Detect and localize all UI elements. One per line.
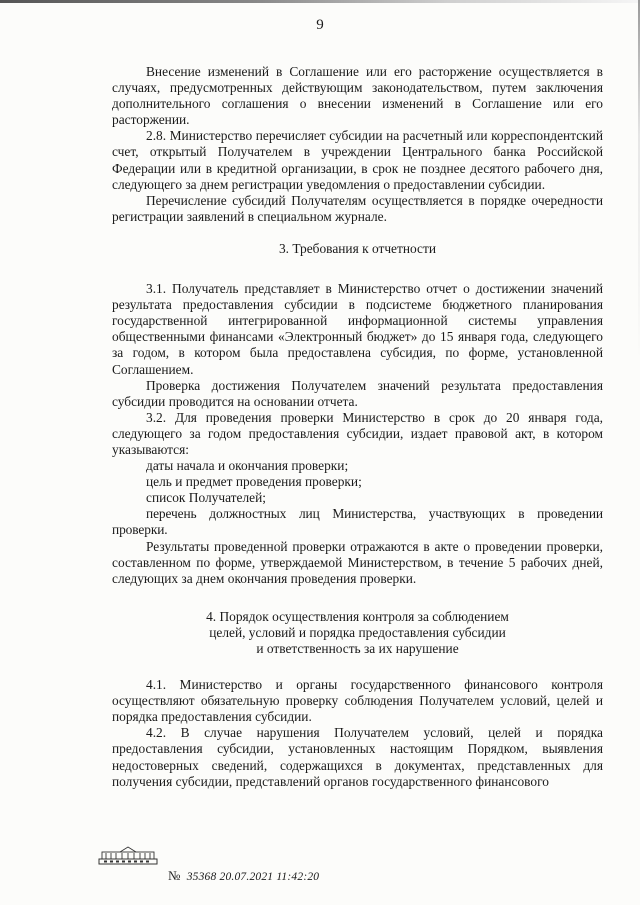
list-item: даты начала и окончания проверки; [146,458,349,474]
section-4-title-line: 4. Порядок осуществления контроля за соблюдением [206,608,509,624]
registration-number [168,868,319,884]
paragraph-transfer-order: Перечисление субсидий Получателям осуществляется в порядке очередности регистрации заявлений в специальном журнале. [112,192,603,224]
paragraph-4-1: 4.1. Министерство и органы государственного финансового контроля осуществляют обязательную проверку соблюдения Получателем условий, целей и порядка предоставления субсидии. [112,677,603,725]
paragraph-results: Результаты проведенной проверки отражаются в акте о проведении проверки, составленном по форме, утверждаемой Министерством, в течение 5 рабочих дней, следующих за днем окончания проведения проверки. [112,538,603,586]
document-body [112,64,603,790]
paragraph-4-2: 4.2. В случае нарушения Получателем условий, целей и порядка предоставления субсидии, установленных настоящим Порядком, выявления недостоверных сведений, содержащихся в документах, представленных для получения субсидии, представлений органов государственного финансового [112,725,603,789]
registration-text: 35368 20.07.2021 11:42:20 [186,871,320,883]
list-item-officials: перечень должностных лиц Министерства, участвующих в проведении проверки. [112,506,603,538]
section-4-title-line: целей, условий и порядка предоставления субсидии [209,624,506,640]
building-seal-icon [98,846,158,866]
section-3-title: 3. Требования к отчетности [278,240,437,256]
paragraph-2-8: 2.8. Министерство перечисляет субсидии на расчетный или корреспондентский счет, открытый Получателем в учреждении Центрального банка Российской Федерации или в кредитной организации, в срок не позднее десятого рабочего дня, следующего за днем регистрации уведомления о предоставлении субсидии. [112,128,603,192]
list-item: список Получателей; [146,490,266,506]
page-number: 9 [316,17,324,33]
list-item: цель и предмет проведения проверки; [146,474,362,490]
paragraph-verification: Проверка достижения Получателем значений результата предоставления субсидии проводится на основании отчета. [112,377,603,409]
paragraph-3-1: 3.1. Получатель представляет в Министерство отчет о достижении значений результата предоставления субсидии в подсистеме бюджетного планирования государственной интегрированной информационной системы управления общественными финансами «Электронный бюджет» до 15 января года, следующего за годом, в котором была предоставлена субсидия, по форме, установленной Соглашением. [112,281,603,377]
paragraph-3-2: 3.2. Для проведения проверки Министерство в срок до 20 января года, следующего за годом предоставления субсидии, издает правовой акт, в котором указываются: [112,409,603,457]
section-4-title [112,609,603,657]
paragraph-amendments: Внесение изменений в Соглашение или его расторжение осуществляется в случаях, предусмотренных действующим законодательством, путем заключения дополнительного соглашения о внесении изменений в Соглашение или его расторжении. [112,64,603,128]
section-4-title-line: и ответственность за их нарушение [256,641,459,656]
scan-edge-top [0,0,640,3]
registration-sign: № [168,868,181,883]
